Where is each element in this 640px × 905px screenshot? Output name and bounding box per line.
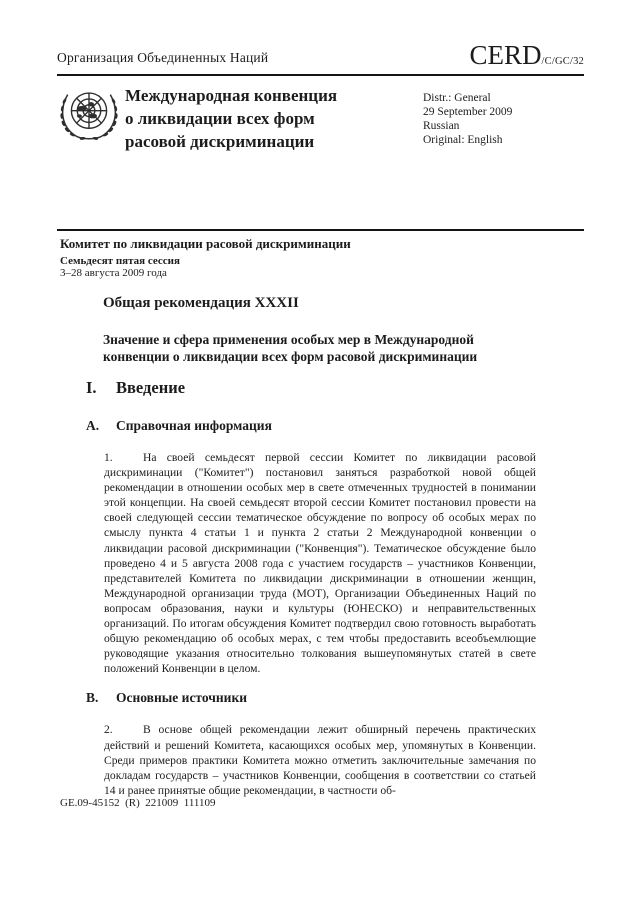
section-letter: A. [86,418,100,433]
section-title: Основные источники [116,690,248,706]
distr-language: Russian [423,120,460,132]
header-rule [57,74,584,76]
convention-title-line: расовой дискриминации [125,132,315,151]
distr-type: Distr.: General [423,92,491,104]
org-name: Организация Объединенных Наций [57,50,269,65]
convention-title-line: о ликвидации всех форм [125,109,315,128]
doc-symbol [470,42,584,69]
session-block [60,236,351,279]
chapter-title: Введение [116,378,186,397]
section-title: Справочная информация [116,418,272,433]
session-rule [57,229,584,231]
session-dates: 3–28 августа 2009 года [60,267,167,279]
doc-symbol-suffix: /C/GC/32 [541,56,584,67]
distribution-block [423,91,512,147]
page-header [57,42,584,69]
paragraph-number: 2. [104,723,113,737]
distr-date: 29 September 2009 [423,106,513,118]
paragraph-1 [104,450,536,676]
distr-original: Original: English [423,134,503,146]
main-content [86,378,536,811]
committee-name: Комитет по ликвидации расовой дискриминации [60,236,351,251]
chapter-heading-introduction [86,378,536,398]
un-emblem-icon [57,86,121,146]
doc-symbol-main: CERD [469,40,542,70]
paragraph-text: На своей семьдесят первой сессии Комитет по ликвидации расовой дискриминации ("Комитет") постановил заняться разработкой новой общей рекомендации в отношении особых мер в свете отмеченных трудностей в понимании этой концепции. На своей семьдесят второй сессии Комитет постановил провести на своей следующей сессии тематическое обсуждение по вопросу об особых мерах по смыслу пункта 4 статьи 1 и пункта 2 статьи 2 Международной конвенции о ликвидации расовой дискриминации ("Конвенция"). Тематическое обсуждение было проведено 4 и 5 августа 2008 года с участием государств – участников Конвенции, представителей Комитета по ликвидации дискриминации в отношении женщин, Международной организации труда (МОТ), Организации Объединенных Наций по вопросам образования, науки и культуры (ЮНЕСКО) и неправительственных организаций. По итогам обсуждения Комитет подтвердил свою готовность выработать общую рекомендацию об особых мерах, с тем чтобы предоставить всеобъемлющие руководящие указания относительно толкования вышеупомянутых статей в свете положений Конвенции в целом. [104,451,536,676]
doc-title-block [103,295,537,365]
section-heading-b [86,690,536,706]
session-title: Семьдесят пятая сессия [60,255,180,267]
doc-title: Общая рекомендация XXXII [103,295,299,311]
chapter-number: I. [86,378,97,397]
document-reference: GE.09-45152 (R) 221009 111109 [60,797,216,809]
paragraph-2 [104,722,536,797]
paragraph-number: 1. [104,451,113,464]
doc-subtitle: Значение и сфера применения особых мер в Международной конвенции о ликвидации всех форм расовой дискриминации [103,332,478,364]
paragraph-text: В основе общей рекомендации лежит обширный перечень практических действий и решений Комитета, касающихся особых мер, упомянутых в Конвенции. Среди примеров практики Комитета можно отметить заключительные замечания по докладам государств – участников Конвенции, сообщения в соответствии со статьей 14 и ранее принятые общие рекомендации, в частности об- [104,723,536,797]
convention-title-line: Международная конвенция [125,86,338,105]
section-letter: B. [86,690,99,706]
section-heading-a [86,418,536,434]
convention-title [125,84,365,153]
